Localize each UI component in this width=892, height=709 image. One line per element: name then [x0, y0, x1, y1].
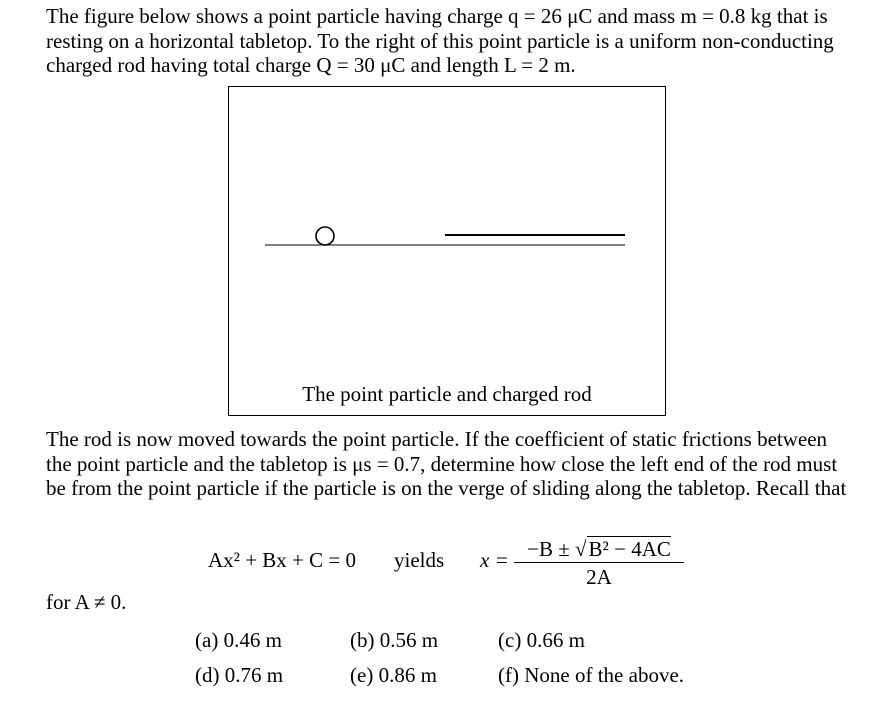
choice-c: (c) 0.66 m: [498, 628, 585, 652]
figure-diagram: [229, 87, 667, 417]
choice-a: (a) 0.46 m: [195, 628, 282, 652]
sqrt-sign: √: [575, 537, 587, 561]
fraction-bar: [514, 562, 684, 563]
figure-caption: The point particle and charged rod: [302, 382, 592, 406]
choice-b: (b) 0.56 m: [350, 628, 439, 652]
condition-text: for A ≠ 0.: [46, 590, 127, 614]
point-particle: [316, 227, 334, 245]
radicand: B² − 4AC: [588, 537, 671, 561]
choice-d: (d) 0.76 m: [195, 663, 284, 687]
x-equals: x =: [480, 548, 509, 572]
formula-numerator: −B ± √B² − 4AC: [527, 537, 671, 561]
quadratic-equation: Ax² + Bx + C = 0: [208, 548, 357, 572]
quadratic-formula: [514, 537, 684, 589]
choice-f: (f) None of the above.: [498, 663, 685, 687]
problem-intro: The figure below shows a point particle having charge q = 26 μC and mass m = 0.8 kg that is resting on a horizontal tabletop. To the right of this point particle is a uniform non-conducting charged rod having total charge Q = 30 μC and length L = 2 m.: [46, 4, 834, 77]
yields-label: yields: [394, 548, 445, 572]
choice-e: (e) 0.86 m: [350, 663, 437, 687]
figure-box: [228, 86, 666, 416]
problem-question: The rod is now moved towards the point particle. If the coefficient of static frictions between the point particle and the tabletop is μs = 0.7, determine how close the left end of the rod must be from the point particle if the particle is on the verge of sliding along the tabletop. Recall that: [46, 427, 847, 500]
formula-denominator: 2A: [586, 565, 612, 589]
